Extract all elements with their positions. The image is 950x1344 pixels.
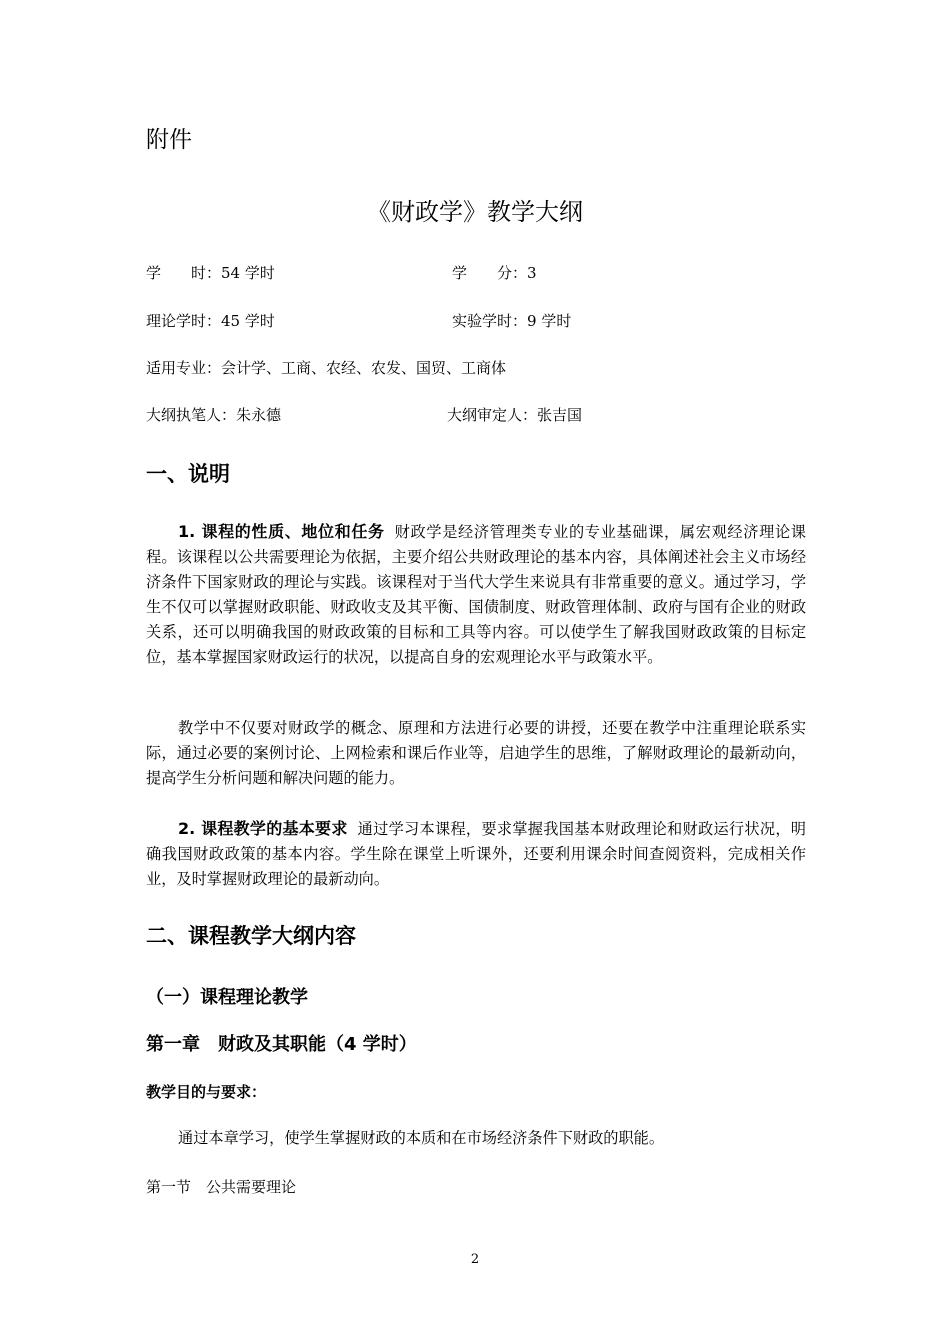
attachment-label: 附件 [146, 127, 192, 153]
theory-hours-row [146, 310, 275, 331]
section-heading-outline: 二、课程教学大纲内容 [146, 924, 356, 948]
paragraph-goals [146, 1126, 806, 1151]
goals-heading: 教学目的与要求： [146, 1083, 267, 1101]
lab-hours-row [452, 310, 571, 331]
paragraph-course-nature [146, 519, 806, 670]
author-label: 大纲执笔人： [146, 406, 237, 424]
section-heading-explanation: 一、说明 [146, 462, 230, 486]
page-number: 2 [470, 1252, 480, 1267]
paragraph-lead: 1. 课程的性质、地位和任务 [178, 522, 385, 541]
section-title: 第一节 公共需要理论 [146, 1178, 297, 1196]
credits-row [452, 262, 537, 283]
paragraph-text: 财政学是经济管理类专业的专业基础课，属宏观经济理论课程。该课程以公共需要理论为依据，主要介绍公共财政理论的基本内容，具体阐述社会主义市场经济条件下国家财政的理论与实践。该课程对于当代大学生来说具有非常重要的意义。通过学习，学生不仅可以掌握财政职能、财政收支及其平衡、国债制度、财政管理体制、政府与国有企业的财政关系，还可以明确我国的财政政策的目标和工具等内容。可以使学生了解我国财政政策的目标定位，基本掌握国家财政运行的状况，以提高自身的宏观理论水平与政策水平。 [146, 523, 806, 666]
paragraph-text: 教学中不仅要对财政学的概念、原理和方法进行必要的讲授，还要在教学中注重理论联系实际，通过必要的案例讨论、上网检索和课后作业等，启迪学生的思维，了解财政理论的最新动向，提高学生分析问题和解决问题的能力。 [146, 719, 806, 787]
hours-row [146, 262, 275, 283]
author-value: 朱永德 [236, 406, 282, 424]
paragraph-text: 通过本章学习，使学生掌握财政的本质和在市场经济条件下财政的职能。 [178, 1129, 664, 1147]
hours-label: 学 时： [146, 264, 222, 282]
paragraph-basic-requirements [146, 816, 806, 892]
theory-hours-value: 45 学时 [221, 312, 275, 330]
paragraph-lead: 2. 课程教学的基本要求 [178, 819, 348, 838]
lab-hours-value: 9 学时 [527, 312, 572, 330]
reviewer-label: 大纲审定人： [447, 406, 538, 424]
majors-value: 会计学、工商、农经、农发、国贸、工商体 [221, 359, 507, 377]
reviewer-value: 张吉国 [537, 406, 583, 424]
subsection-heading-theory: （一）课程理论教学 [146, 987, 308, 1008]
credits-label: 学 分： [452, 264, 528, 282]
theory-hours-label: 理论学时： [146, 312, 222, 330]
majors-row [146, 357, 506, 378]
paragraph-text: 通过学习本课程，要求掌握我国基本财政理论和财政运行状况，明确我国财政政策的基本内容。学生除在课堂上听课外，还要利用课余时间查阅资料，完成相关作业，及时掌握财政理论的最新动向。 [146, 820, 806, 888]
lab-hours-label: 实验学时： [452, 312, 528, 330]
reviewer-row [447, 404, 582, 425]
chapter-heading: 第一章 财政及其职能（4 学时） [146, 1034, 417, 1055]
page-title: 《财政学》教学大纲 [367, 198, 583, 226]
credits-value: 3 [527, 264, 537, 282]
majors-label: 适用专业： [146, 359, 222, 377]
paragraph-teaching-method [146, 716, 806, 791]
hours-value: 54 学时 [221, 264, 275, 282]
author-row [146, 404, 281, 425]
